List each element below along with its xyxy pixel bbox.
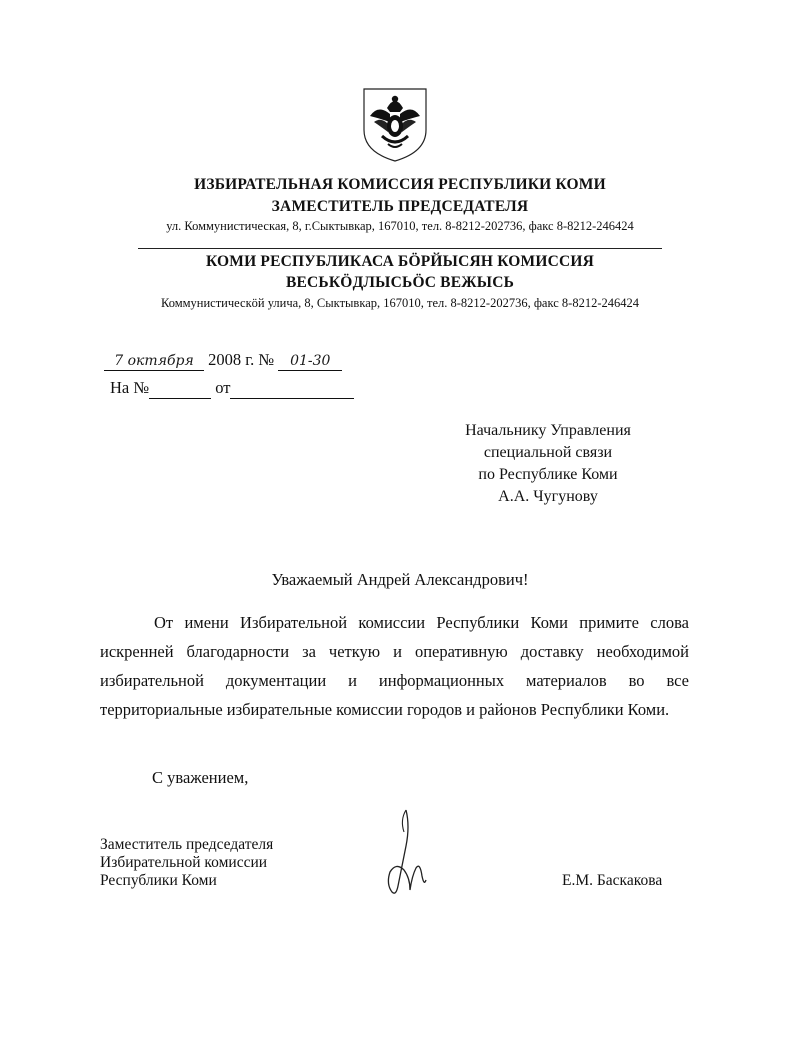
handwritten-date: 7 октября <box>104 350 204 371</box>
org-name-ru: ИЗБИРАТЕЛЬНАЯ КОМИССИЯ РЕСПУБЛИКИ КОМИ <box>194 176 606 193</box>
handwritten-number: 01-30 <box>278 350 342 371</box>
signatory-title <box>100 836 273 890</box>
coat-of-arms-emblem <box>360 86 430 164</box>
year-text: 2008 г. <box>208 350 255 369</box>
signatory-title-line-2: Избирательной комиссии <box>100 854 268 871</box>
ref-number-blank <box>149 378 211 399</box>
contacts-ru: ул. Коммунистическая, 8, г.Сыктывкар, 167010, тел. 8-8212-202736, факс 8-8212-246424 <box>166 219 634 233</box>
position-ru: ЗАМЕСТИТЕЛЬ ПРЕДСЕДАТЕЛЯ <box>271 198 529 215</box>
registration-date-line <box>104 350 342 371</box>
addressee-block <box>400 420 696 508</box>
addressee-line-3: по Республике Коми <box>478 466 618 483</box>
addressee-line-4: А.А. Чугунову <box>498 488 598 505</box>
handwritten-signature <box>376 806 436 902</box>
addressee-line-2: специальной связи <box>483 444 613 461</box>
letter-greeting: Уважаемый Андрей Александрович! <box>271 570 529 589</box>
org-name-komi: КОМИ РЕСПУБЛИКАСА БÖРЙЫСЯН КОМИССИЯ <box>205 253 595 270</box>
signatory-title-line-3: Республики Коми <box>100 872 217 889</box>
ref-label: На № <box>110 378 150 397</box>
contacts-komi: Коммунистическöй улича, 8, Сыктывкар, 167010, тел. 8-8212-202736, факс 8-8212-246424 <box>161 296 639 310</box>
ref-date-blank <box>230 378 354 399</box>
addressee-line-1: Начальнику Управления <box>465 422 631 439</box>
signatory-title-line-1: Заместитель председателя <box>100 836 274 853</box>
number-sign: № <box>258 350 275 369</box>
signatory-name: Е.М. Баскакова <box>562 872 663 889</box>
letter-body: От имени Избирательной комиссии Республики Коми примите слова искренней благодарности за четкую и оперативную доставку необходимой избирательной документации и информационных материалов во все территориальные избирательные комиссии городов и районов Республики Коми. <box>100 613 689 719</box>
from-label: от <box>215 378 231 397</box>
header-divider <box>138 248 662 249</box>
reference-line <box>110 378 354 399</box>
position-komi: ВЕСЬКÖДЛЫСЬÖС ВЕЖЫСЬ <box>285 274 515 291</box>
letter-closing: С уважением, <box>152 768 249 787</box>
